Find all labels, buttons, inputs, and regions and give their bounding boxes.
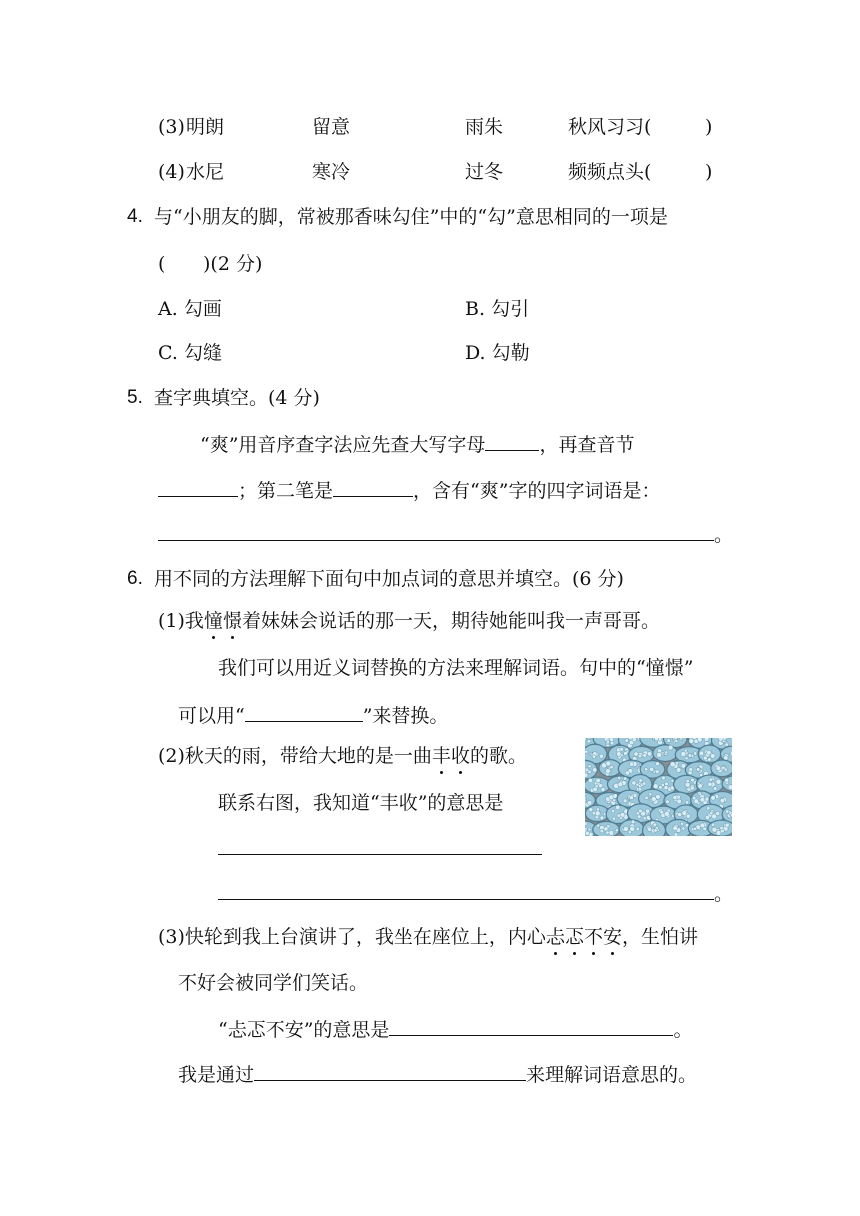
grain-kernel	[716, 766, 721, 771]
q6-p1-blank-synonym[interactable]	[245, 703, 363, 722]
grain-kernel	[711, 796, 716, 801]
grain-kernel	[585, 773, 588, 777]
q6-p2-end-mark: 。	[714, 883, 734, 905]
grain-kernel	[602, 763, 607, 768]
q6-p3-line2: 不好会被同学们笑话。	[178, 972, 369, 994]
q6-p3-dotted-char: 忐	[545, 926, 565, 948]
q6-p2-text-a: (2)秋天的雨，带给大地的是一曲	[158, 745, 432, 767]
grain-kernel	[642, 782, 646, 786]
grain-kernel	[592, 811, 596, 815]
grain-kernel	[655, 770, 659, 774]
q6-p2-line2: 联系右图，我知道“丰收”的意思是	[218, 792, 504, 814]
grain-kernel	[632, 738, 636, 742]
q3-row3-word2: 留意	[312, 116, 351, 138]
grain-kernel	[710, 754, 715, 759]
grain-kernel	[661, 776, 665, 780]
grain-kernel	[585, 750, 588, 753]
grain-kernel	[722, 766, 726, 770]
grain-kernel	[585, 831, 589, 835]
grain-kernel	[725, 778, 729, 782]
grain-kernel	[592, 768, 596, 772]
grain-kernel	[693, 752, 696, 755]
grain-kernel	[629, 796, 633, 800]
grain-kernel	[625, 771, 629, 775]
grain-kernel	[601, 787, 605, 791]
grain-kernel	[624, 751, 628, 755]
q4-answer-paren-open: (	[158, 253, 166, 275]
q4-option-c[interactable]	[158, 341, 222, 365]
q6-p3-dotted-char: 安	[602, 926, 622, 948]
grain-kernel	[588, 765, 591, 768]
harvest-grain-picture	[585, 738, 732, 836]
grain-kernel	[643, 817, 646, 820]
grain-kernel	[585, 768, 589, 772]
grain-kernel	[691, 778, 695, 782]
grain-kernel	[655, 738, 659, 741]
grain-kernel	[587, 801, 592, 806]
grain-kernel	[682, 811, 687, 816]
grain-kernel	[678, 812, 682, 816]
grain-kernel	[585, 822, 587, 826]
q3-row4-word1: 水尼	[186, 161, 225, 183]
grain-kernel	[606, 740, 609, 743]
grain-kernel	[709, 778, 713, 782]
q3-row4-label: (4)	[158, 161, 185, 183]
grain-kernel	[680, 822, 683, 825]
grain-kernel	[681, 764, 686, 769]
grain-kernel	[656, 794, 661, 799]
q6-p2-line3	[218, 836, 542, 861]
q3-row4-word4: 频频点头(	[568, 161, 652, 183]
grain-kernel	[625, 739, 629, 743]
grain-kernel	[639, 779, 643, 783]
q6-p3-text-a: (3)快轮到我上台演讲了，我坐在座位上，内心	[158, 926, 546, 948]
grain-kernel	[666, 800, 670, 804]
grain-kernel	[637, 815, 641, 819]
q5-blank-stroke[interactable]	[333, 478, 413, 497]
grain-kernel	[623, 777, 627, 781]
q3-row3-close: )	[705, 116, 713, 138]
q3-row4-close: )	[705, 161, 713, 183]
grain-kernel	[638, 809, 642, 813]
grain-kernel	[700, 823, 705, 828]
q5-number: 5.	[127, 387, 143, 408]
q4-option-a[interactable]	[158, 297, 222, 321]
grain-kernel	[596, 778, 601, 783]
grain-kernel	[686, 814, 690, 818]
q6-p3-blank-method[interactable]	[254, 1062, 526, 1081]
grain-kernel	[725, 823, 729, 827]
grain-kernel	[615, 805, 620, 810]
grain-kernel	[676, 768, 681, 773]
q5-line2	[158, 478, 660, 503]
grain-kernel	[643, 753, 647, 757]
grain-kernel	[588, 828, 591, 831]
q6-p2-sentence	[158, 744, 527, 768]
option-letter: D.	[465, 342, 486, 364]
grain-kernel	[696, 768, 700, 772]
q6-p1-text-a: (1)我	[158, 610, 204, 632]
grain-kernel	[620, 748, 624, 752]
grain-kernel	[665, 751, 668, 754]
grain-kernel	[694, 799, 699, 804]
q6-number: 6.	[127, 568, 143, 589]
grain-kernel	[686, 779, 690, 783]
grain-kernel	[612, 817, 615, 820]
grain-kernel	[673, 826, 678, 831]
grain-kernel	[647, 827, 651, 831]
q5-line2-text-b: ，含有“爽”字的四字词语是：	[413, 480, 661, 502]
q5-title: 查字典填空。(4 分)	[154, 387, 320, 409]
q5-line1	[200, 432, 634, 457]
q6-p3-line3-text: “忐忑不安”的意思是	[218, 1019, 390, 1041]
grain-kernel	[636, 827, 640, 831]
grain-kernel	[716, 830, 721, 835]
grain-kernel	[728, 785, 732, 790]
grain-kernel	[645, 796, 649, 800]
grain-kernel	[638, 754, 642, 758]
q6-p1-sentence	[158, 609, 660, 633]
grain-kernel	[657, 752, 662, 757]
grain-kernel	[653, 784, 658, 789]
grain-kernel	[713, 787, 717, 791]
grain-kernel	[630, 826, 635, 831]
grain-kernel	[620, 812, 625, 817]
q5-line3	[158, 522, 733, 547]
q3-row3-label: (3)	[158, 116, 185, 138]
grain-kernel	[664, 811, 669, 816]
grain-kernel	[716, 811, 720, 815]
grain-kernel	[708, 758, 712, 762]
q3-row4-word3: 过冬	[465, 161, 504, 183]
q6-p3-end-mark: 。	[673, 1019, 693, 1041]
option-text: 勾画	[183, 298, 222, 320]
grain-kernel	[606, 831, 609, 834]
q5-blank-letter[interactable]	[485, 432, 539, 451]
option-letter: B.	[465, 298, 486, 320]
grain-kernel	[623, 799, 627, 803]
grain-kernel	[674, 833, 678, 836]
grain-kernel	[656, 762, 660, 766]
grain-kernel	[706, 806, 710, 810]
grain-kernel	[613, 799, 616, 802]
q6-p2-dotted-char: 收	[450, 745, 470, 767]
q6-p1-line2: 我们可以用近义词替换的方法来理解词语。句中的“憧憬”	[218, 657, 694, 679]
grain-kernel	[611, 810, 614, 813]
q6-p3-line4-text-a: 我是通过	[178, 1064, 255, 1086]
q4-prompt: 与“小朋友的脚，常被那香味勾住”中的“勾”意思相同的一项是	[154, 206, 668, 228]
q6-p2-line4	[218, 881, 733, 906]
q5-line2-text-a: ；第二笔是	[238, 480, 334, 502]
q6-p3-line4	[178, 1062, 697, 1087]
q6-p2-dotted-char: 丰	[431, 745, 451, 767]
q4-option-b[interactable]	[465, 297, 529, 321]
q3-row3-word4: 秋风习习(	[568, 116, 652, 138]
grain-kernel	[638, 788, 641, 791]
grain-kernel	[705, 815, 709, 819]
grain-kernel	[693, 827, 696, 830]
grain-kernel	[682, 827, 685, 830]
grain-kernel	[675, 739, 678, 742]
grain-kernel	[593, 787, 598, 792]
grain-kernel	[720, 798, 725, 803]
grain-kernel	[599, 754, 603, 758]
grain-kernel	[589, 808, 593, 812]
grain-kernel	[685, 801, 688, 804]
q6-p1-text-b: 着妹妹会说话的那一天，期待她能叫我一声哥哥。	[241, 610, 660, 632]
grain-kernel	[618, 782, 623, 787]
grain-kernel	[629, 762, 633, 766]
grain-kernel	[659, 785, 663, 789]
option-text: 勾引	[491, 298, 530, 320]
grain-kernel	[609, 830, 614, 835]
grain-kernel	[632, 781, 636, 785]
q6-p3-text-b: ，生怕讲	[621, 926, 698, 948]
option-letter: C.	[158, 342, 178, 364]
grain-kernel	[706, 750, 711, 755]
grain-kernel	[654, 829, 658, 833]
grain-kernel	[720, 826, 724, 830]
grain-kernel	[653, 823, 657, 827]
q4-number: 4.	[127, 206, 143, 227]
q6-p1-dotted-char: 憬	[222, 610, 242, 632]
q6-p2-text-b: 的歌。	[469, 745, 527, 767]
q6-p2-blank-meaning-2[interactable]	[218, 881, 714, 900]
grain-kernel	[606, 769, 611, 774]
q3-row3-word1: 明朗	[186, 116, 225, 138]
q6-p3-line3	[218, 1017, 692, 1042]
grain-kernel	[692, 738, 696, 740]
grain-kernel	[610, 765, 614, 769]
grain-kernel	[667, 739, 671, 743]
grain-kernel	[664, 782, 668, 786]
grain-kernel	[646, 809, 650, 813]
grain-kernel	[698, 784, 703, 789]
q6-p1-line3-text-b: ”来替换。	[362, 705, 449, 727]
option-text: 勾勒	[491, 342, 530, 364]
q6-p1-dotted-char: 憧	[203, 610, 223, 632]
q4-answer-paren-close: )(2 分)	[203, 253, 263, 275]
grain-kernel	[711, 823, 714, 826]
grain-kernel	[688, 754, 692, 758]
grain-kernel	[618, 776, 621, 779]
grain-kernel	[649, 793, 652, 796]
grain-kernel	[677, 799, 682, 804]
q5-line1-text-b: ，再查音节	[539, 434, 635, 456]
grain-kernel	[708, 782, 712, 786]
grain-kernel	[690, 786, 694, 790]
q6-p3-dotted-char: 不	[583, 926, 603, 948]
q3-row4-word2: 寒冷	[312, 161, 351, 183]
grain-kernel	[705, 797, 709, 801]
grain-kernel	[689, 768, 693, 772]
q6-p1-line3	[178, 703, 448, 728]
q6-p3-line4-text-b: 来理解词语意思的。	[526, 1064, 698, 1086]
grain-kernel	[609, 738, 614, 742]
q6-p3-blank-meaning[interactable]	[389, 1017, 673, 1036]
grain-picture-svg	[585, 738, 732, 836]
grain-kernel	[631, 820, 635, 824]
grain-kernel	[725, 743, 729, 747]
grain-kernel	[716, 779, 721, 784]
grain-kernel	[644, 768, 647, 771]
grain-kernel	[704, 738, 709, 741]
grain-kernel	[598, 784, 602, 788]
grain-kernel	[681, 751, 686, 756]
grain-kernel	[668, 745, 673, 750]
q6-p3-sentence	[158, 925, 698, 949]
q3-row3-word3: 雨朱	[465, 116, 504, 138]
grain-kernel	[685, 757, 688, 760]
q4-option-d[interactable]	[465, 341, 530, 365]
q6-p1-line3-text-a: 可以用“	[178, 705, 245, 727]
grain-kernel	[697, 738, 702, 742]
q6-p2-blank-meaning-1[interactable]	[218, 836, 542, 855]
grain-kernel	[607, 825, 610, 828]
grain-kernel	[673, 795, 677, 799]
grain-kernel	[617, 752, 622, 757]
grain-kernel	[615, 829, 618, 832]
grain-kernel	[670, 762, 675, 767]
q5-blank-idiom[interactable]	[158, 522, 714, 541]
q6-title: 用不同的方法理解下面句中加点词的意思并填空。(6 分)	[154, 568, 624, 590]
grain-kernel	[588, 778, 593, 783]
grain-kernel	[700, 797, 705, 802]
grain-kernel	[600, 829, 604, 833]
grain-kernel	[699, 751, 704, 756]
grain-kernel	[634, 752, 638, 756]
grain-kernel	[649, 767, 653, 771]
q5-blank-syllable[interactable]	[158, 478, 238, 497]
option-text: 勾缝	[183, 342, 222, 364]
grain-kernel	[623, 826, 628, 831]
option-letter: A.	[158, 298, 178, 320]
grain-kernel	[647, 752, 651, 756]
q5-end-mark: 。	[714, 524, 734, 546]
grain-kernel	[664, 786, 668, 790]
q6-p3-dotted-char: 忑	[564, 926, 584, 948]
grain-kernel	[600, 816, 604, 820]
grain-kernel	[718, 738, 723, 741]
grain-kernel	[592, 755, 596, 759]
grain-kernel	[587, 739, 591, 743]
q5-line1-text-a: “爽”用音序查字法应先查大写字母	[200, 434, 486, 456]
grain-kernel	[660, 810, 664, 814]
